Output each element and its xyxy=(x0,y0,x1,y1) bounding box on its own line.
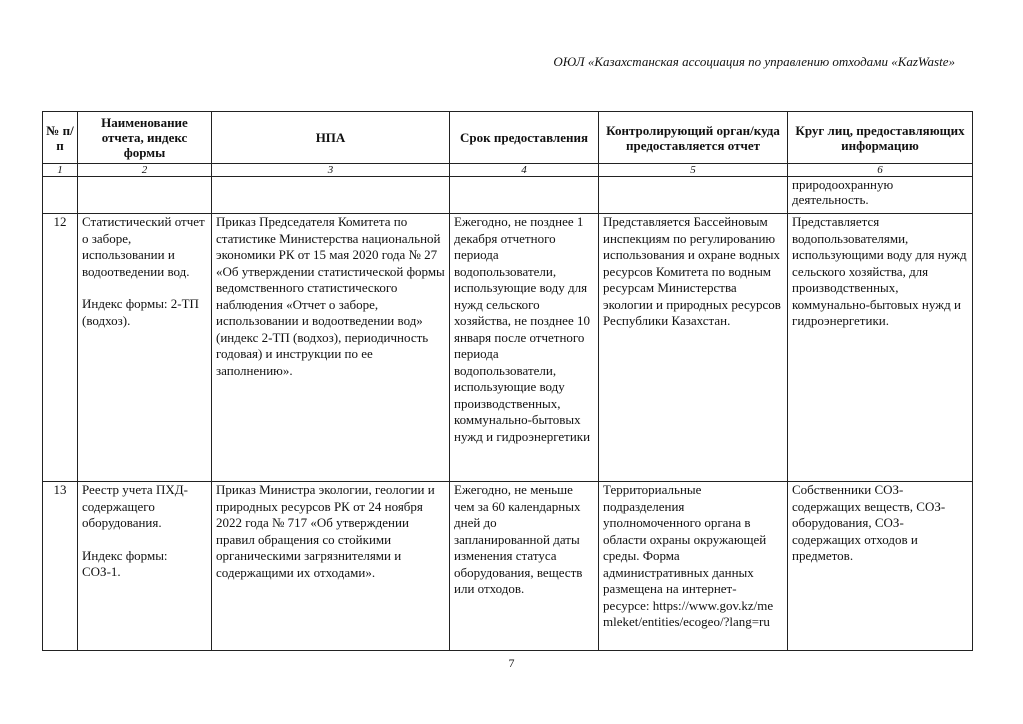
deadline-cell: Ежегодно, не меньше чем за 60 календарных дней до запланированной даты изменения статуса оборудования, веществ или отходов. xyxy=(450,482,599,651)
column-number: 6 xyxy=(788,164,973,177)
table-row xyxy=(43,482,973,651)
table-cell xyxy=(599,177,788,214)
continuation-providers: природоохранную деятельность. xyxy=(788,177,973,214)
authority-cell xyxy=(599,482,788,651)
column-number: 4 xyxy=(450,164,599,177)
authority-cell: Представляется Бассейновым инспекциям по регулированию использования и охране водных ресурсов Комитета по водным ресурсам Министерства экологии и природных ресурсов Республики Казахстан. xyxy=(599,214,788,482)
row-number: 13 xyxy=(43,482,78,651)
table-cell xyxy=(212,177,450,214)
table-cell xyxy=(78,177,212,214)
reports-table xyxy=(42,111,973,651)
column-header-authority: Контролирующий орган/куда предоставляется отчет xyxy=(599,112,788,164)
column-header-deadline: Срок предоставления xyxy=(450,112,599,164)
table-cell xyxy=(43,177,78,214)
form-index: Индекс формы: СОЗ-1. xyxy=(82,547,168,579)
deadline-cell: Ежегодно, не позднее 1 декабря отчетного периода водопользователи, использующие воду для нужд сельского хозяйства, не позднее 10 января после отчетного периода водопользователи, использующие воду производственных, коммунально-бытовых нужд и гидроэнергетики xyxy=(450,214,599,482)
table-header-row xyxy=(43,112,973,164)
organization-header: ОЮЛ «Казахстанская ассоциация по управлению отходами «KazWaste» xyxy=(553,54,955,69)
row-number: 12 xyxy=(43,214,78,482)
column-number: 1 xyxy=(43,164,78,177)
column-number: 3 xyxy=(212,164,450,177)
continuation-row xyxy=(43,177,973,214)
column-header-number: № п/п xyxy=(43,112,78,164)
report-name-cell xyxy=(78,214,212,482)
table-cell xyxy=(450,177,599,214)
column-number: 5 xyxy=(599,164,788,177)
report-name: Статистический отчет о заборе, использовании и водоотведении вод. xyxy=(82,214,205,279)
authority-form-note: Форма административных данных размещена на интернет-ресурсе: xyxy=(603,548,754,613)
report-name-cell xyxy=(78,482,212,651)
page-number: 7 xyxy=(508,656,515,670)
column-header-providers: Круг лиц, предоставляющих информацию xyxy=(788,112,973,164)
column-numbers-row xyxy=(43,164,973,177)
column-header-report-name: Наименование отчета, индекс формы xyxy=(78,112,212,164)
providers-cell: Собственники СОЗ-содержащих веществ, СОЗ-оборудования, СОЗ-содержащих отходов и предметов. xyxy=(788,482,973,651)
column-number: 2 xyxy=(78,164,212,177)
report-name: Реестр учета ПХД-содержащего оборудования. xyxy=(82,482,188,530)
authority-text: Территориальные подразделения уполномоченного органа в области охраны окружающей среды. xyxy=(603,482,767,563)
column-header-npa: НПА xyxy=(212,112,450,164)
form-index: Индекс формы: 2-ТП (водхоз). xyxy=(82,296,199,328)
authority-url-link[interactable]: https://www.gov.kz/memleket/entities/ecogeo/?lang=ru xyxy=(603,597,774,629)
npa-cell: Приказ Министра экологии, геологии и природных ресурсов РК от 24 ноября 2022 года № 717 «Об утверждении правил обращения со стойкими органическими загрязнителями и содержащими их отходами». xyxy=(212,482,450,651)
table-row xyxy=(43,214,973,482)
npa-cell: Приказ Председателя Комитета по статистике Министерства национальной экономики РК от 15 мая 2020 года № 27 «Об утверждении статистической формы ведомственного статистического наблюдения «Отчет о заборе, использовании и водоотведении вод» (индекс 2-ТП (водхоз), периодичность годовая) и инструкции по ее заполнению». xyxy=(212,214,450,482)
providers-cell: Представляется водопользователями, использующими воду для нужд сельского хозяйства, для производственных, коммунально-бытовых нужд и гидроэнергетики. xyxy=(788,214,973,482)
